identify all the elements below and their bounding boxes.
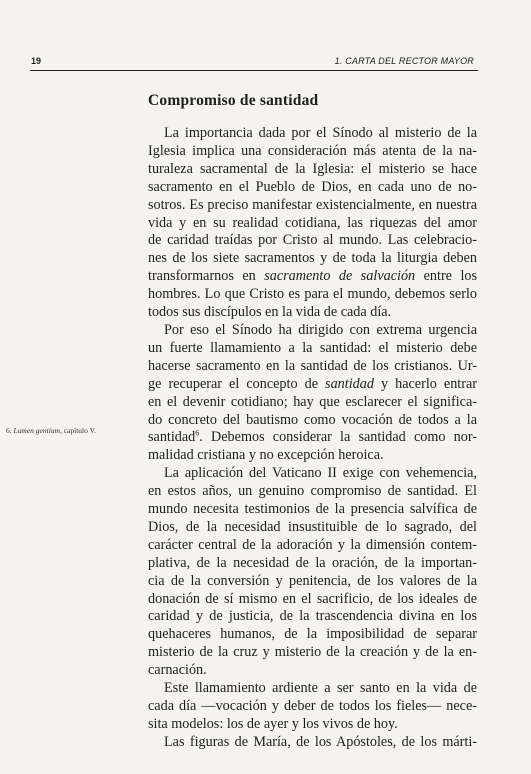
text-line-mixed [148,268,477,286]
text-line: mundo necesita testimonios de la presencia salvífica de [148,501,477,518]
text-line-mixed [148,376,477,394]
section-title: Compromiso de santidad [148,92,319,109]
text-line: donación de sí mismo en el sacrificio, de los ideales de [148,590,477,607]
text-line: en el devenir cotidiano; hay que esclarecer el significa- [148,393,477,410]
text-line: La aplicación del Vaticano II exige con vehemencia, [164,465,477,482]
text-line: La importancia dada por el Sínodo al misterio de la [164,125,477,141]
page-header [30,56,478,71]
text-line: de caridad traídas por Cristo al mundo. Las celebracio- [148,232,477,249]
text-line: malidad cristiana y no excepción heroica. [148,447,384,464]
text-line: sotros. Es preciso manifestar existencialmente, en nuestra [148,196,477,213]
text-line: carnación. [148,662,207,679]
text-line: Por eso el Sínodo ha dirigido con extrema urgencia [164,321,477,338]
text-fragment: . Debemos considerar la santidad como nor- [199,429,477,446]
body-text [148,125,477,752]
text-line-mixed [148,429,477,447]
text-line: turaleza sacramental de la Iglesia: el misterio se hace [148,160,477,177]
text-line: Iglesia implica una consideración más atenta de la na- [148,142,477,159]
text-line: sita modelos: los de ayer y los vivos de hoy. [148,715,398,732]
emphasis-text: santidad [325,375,374,392]
text-fragment: santidad [148,429,196,446]
text-line: do concreto del bautismo como vocación de todos a la [148,411,477,428]
text-line: misterio de la cruz y misterio de la creación y de la en- [148,644,477,661]
footnote-text: capítulo V. [61,426,96,435]
text-fragment: entre los [415,268,478,285]
text-line: cada día —vocación y deber de todos los fieles— nece- [148,698,477,714]
text-line: cia de la conversión y penitencia, de los valores de la [148,572,477,589]
text-fragment: ge recuperar el concepto de [148,375,326,392]
text-fragment: y hacerlo entrar [373,375,477,392]
running-head: 1. CARTA DEL RECTOR MAYOR [334,56,474,66]
footnote [6,426,96,435]
text-line: Las figuras de María, de los Apóstoles, de los márti- [164,733,477,750]
text-line: carácter central de la adoración y la dimensión contem- [148,536,477,553]
text-line: un fuerte llamamiento a la santidad: el misterio debe [148,339,477,356]
text-line: caridad y de justicia, de la trascendencia divina en los [148,608,477,625]
footnote-number: 6. [6,426,12,435]
text-line: sacramento en el Pueblo de Dios, en cada uno de no- [148,178,477,195]
text-line: hombres. Lo que Cristo es para el mundo, debemos serlo [148,286,477,303]
text-line: en estos años, un genuino compromiso de santidad. El [148,483,477,500]
text-line: quehaceres humanos, de la imposibilidad de separar [148,626,477,643]
page-number: 19 [31,56,42,66]
text-line: hacerse sacramento en la santidad de los cristianos. Ur- [148,357,477,374]
text-line: todos sus discípulos en la vida de cada día. [148,304,392,321]
text-line: Dios, de la necesidad insustituible de lo sagrado, del [148,518,477,535]
emphasis-text: sacramento de salvación [264,268,416,285]
text-line: plativa, de la necesidad de la oración, de la importan- [148,554,477,571]
text-line: vida y en su realidad cotidiana, las riquezas del amor [148,214,477,231]
footnote-reference[interactable]: 6 [195,428,200,438]
text-fragment: transformarnos en [148,268,265,285]
footnote-title: Lumen gentium, [13,426,62,435]
text-line: Este llamamiento ardiente a ser santo en la vida de [164,680,477,697]
text-line: nes de los siete sacramentos y de toda la liturgia deben [148,250,477,267]
